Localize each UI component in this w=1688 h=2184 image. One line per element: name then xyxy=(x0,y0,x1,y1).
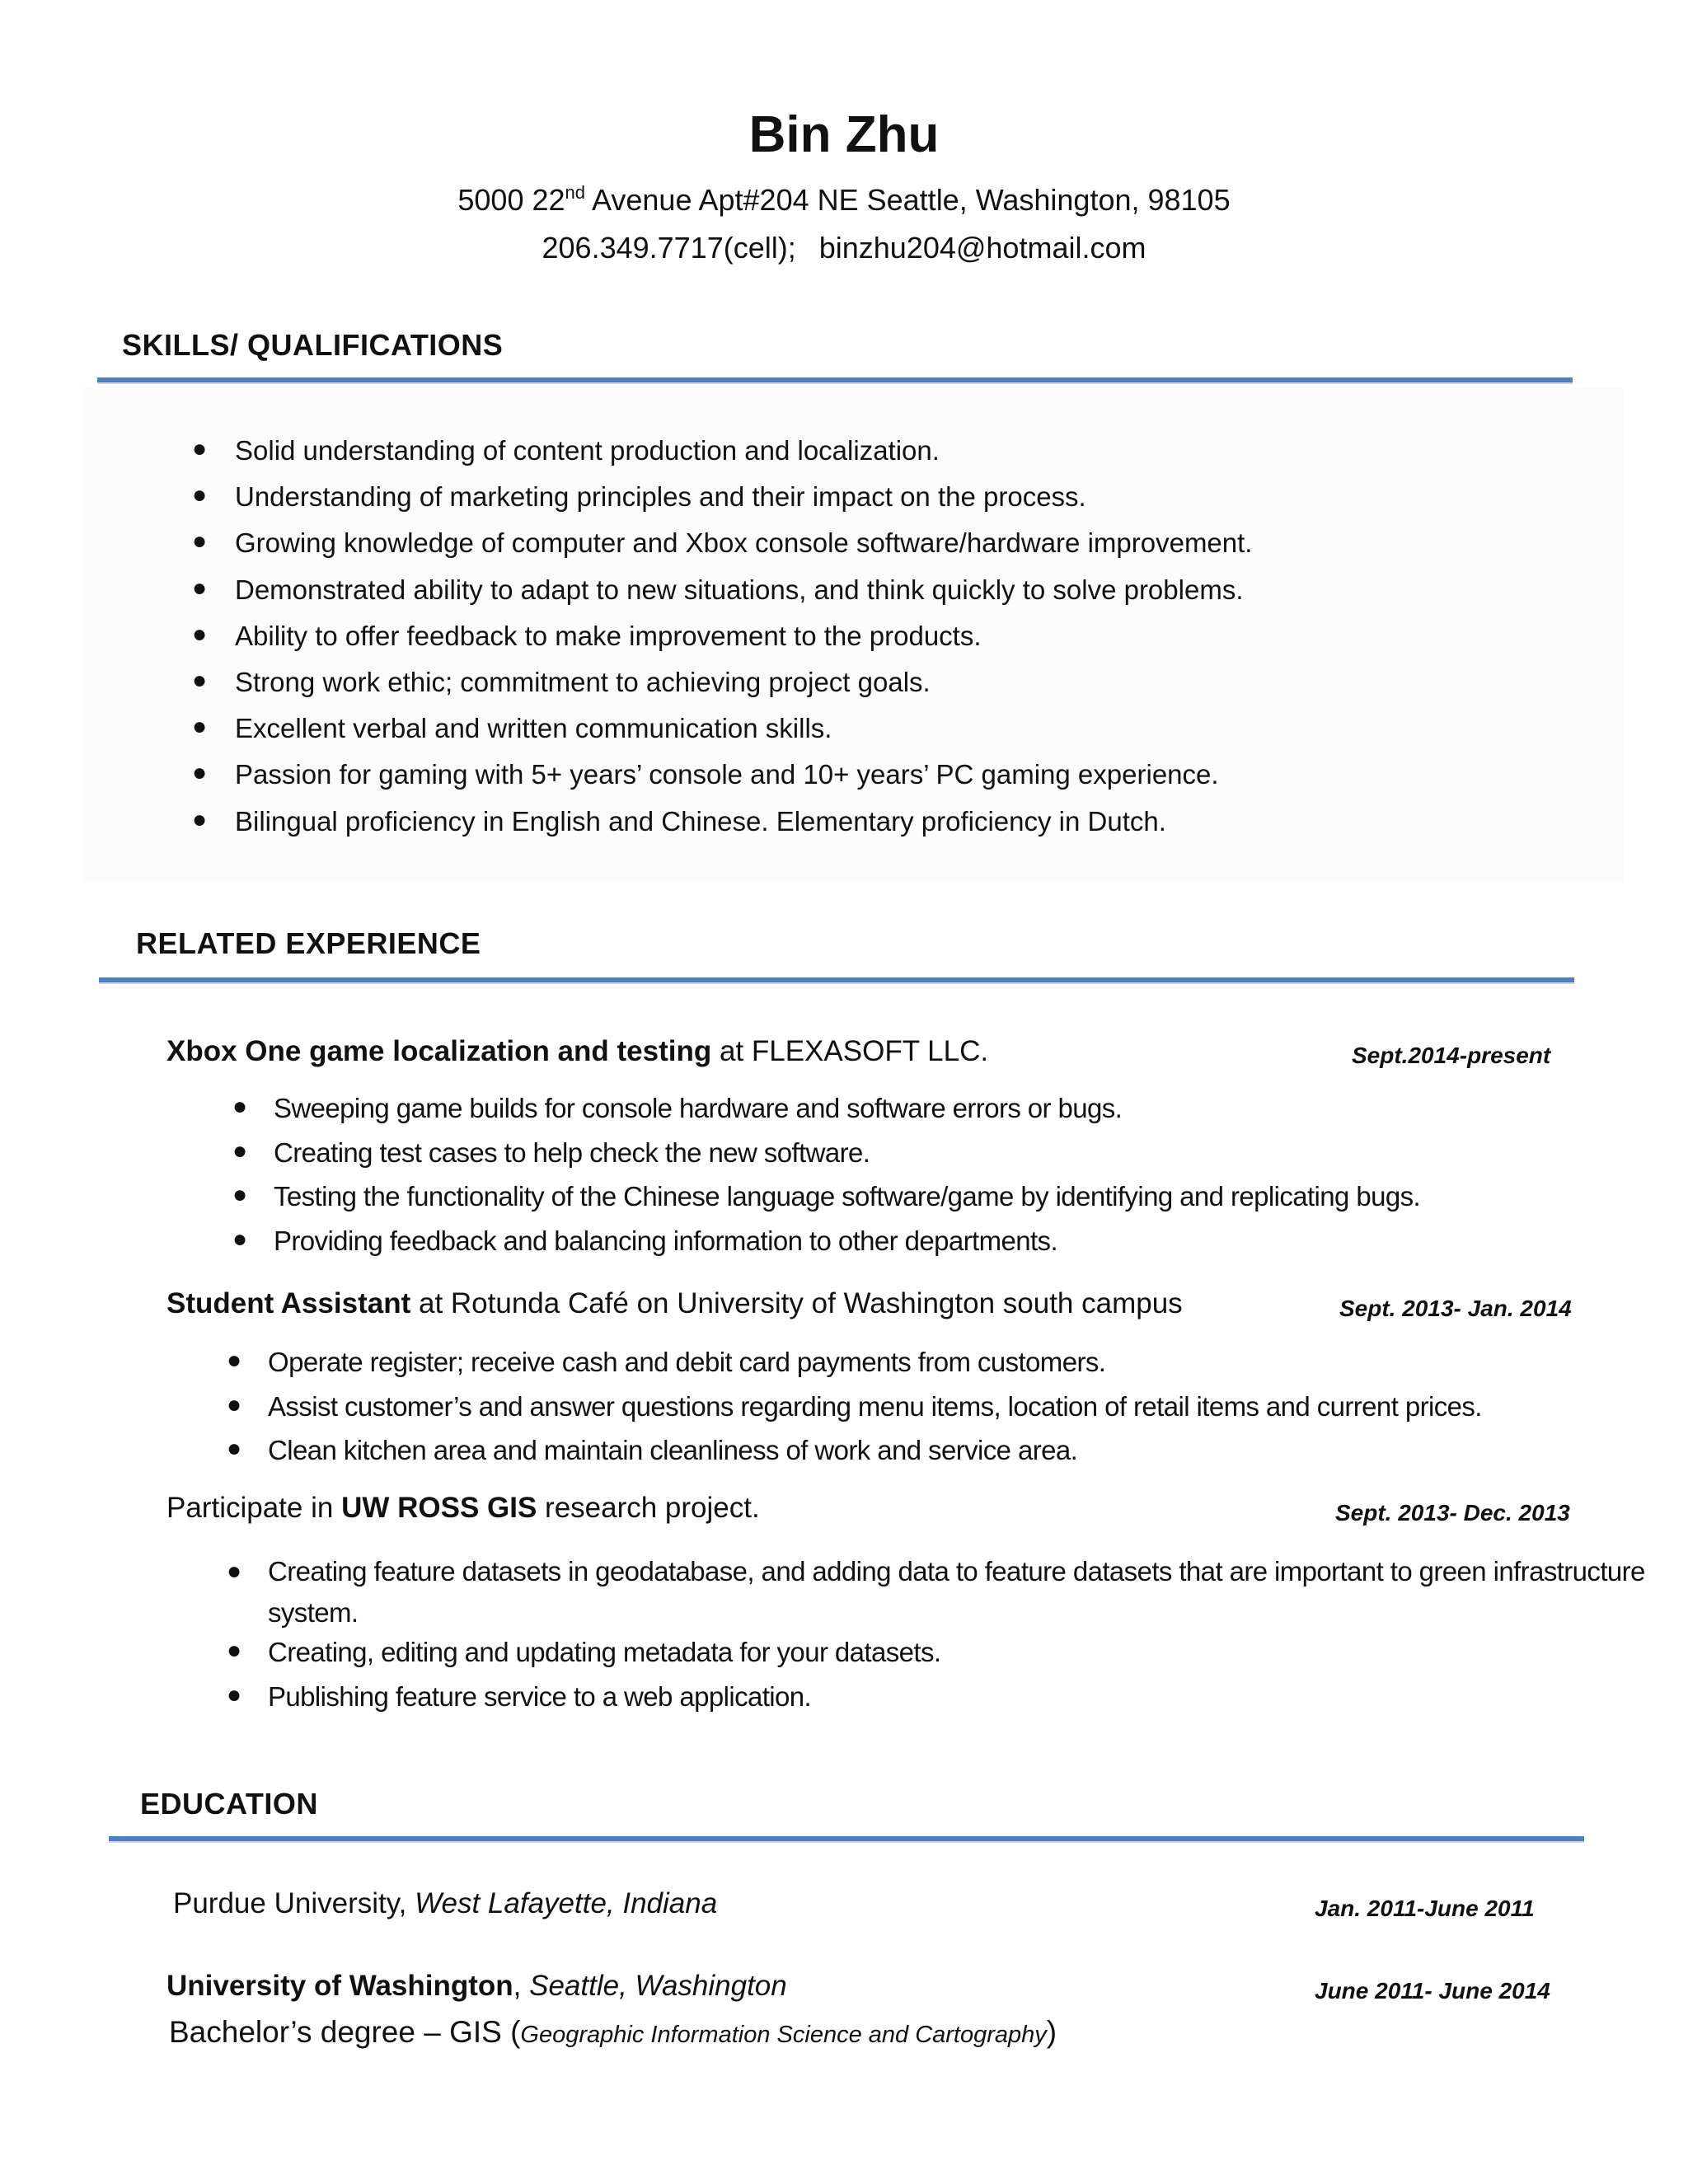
address-street: Avenue Apt#204 NE Seattle, Washington, 98105 xyxy=(585,183,1231,217)
bullet-icon: ● xyxy=(227,1390,241,1418)
bullet-icon: ● xyxy=(227,1558,241,1585)
skill-item: ● Bilingual proficiency in English and Chinese. Elementary proficiency in Dutch. xyxy=(192,805,1166,837)
address-ordinal: nd xyxy=(565,182,586,203)
bullet-icon: ● xyxy=(192,620,208,648)
school-date-purdue: Jan. 2011-June 2011 xyxy=(1315,1896,1535,1921)
skill-item: ● Ability to offer feedback to make improvement to the products. xyxy=(192,620,982,651)
bullet-icon: ● xyxy=(192,527,208,555)
job-title-ross-gis: Participate in UW ROSS GIS research project. xyxy=(166,1492,760,1524)
email: binzhu204@hotmail.com xyxy=(818,231,1146,265)
candidate-name: Bin Zhu xyxy=(748,106,940,163)
bullet-icon: ● xyxy=(192,481,208,509)
address-number: 5000 22 xyxy=(457,183,565,217)
duty-item: ● Providing feedback and balancing information to other departments. xyxy=(232,1225,1058,1256)
job-date-flexasoft: Sept.2014-present xyxy=(1352,1043,1551,1068)
duty-item: ● Operate register; receive cash and debit card payments from customers. xyxy=(227,1347,1106,1377)
job-title-rotunda: Student Assistant at Rotunda Café on University of Washington south campus xyxy=(166,1287,1183,1319)
bullet-icon: ● xyxy=(232,1137,247,1165)
bullet-icon: ● xyxy=(227,1680,241,1708)
school-date-uw: June 2011- June 2014 xyxy=(1315,1978,1550,2004)
bullet-icon: ● xyxy=(192,574,208,602)
skill-item: ● Demonstrated ability to adapt to new situations, and think quickly to solve problems. xyxy=(192,574,1244,605)
education-divider xyxy=(109,1836,1584,1843)
bullet-icon: ● xyxy=(227,1435,241,1462)
duty-item: ● Sweeping game builds for console hardware and software errors or bugs. xyxy=(232,1093,1123,1123)
bullet-icon: ● xyxy=(232,1181,247,1208)
skill-item: ● Excellent verbal and written communication skills. xyxy=(192,713,832,744)
contact-line xyxy=(0,231,1688,265)
job-duties-flexasoft xyxy=(232,1093,1421,1269)
bullet-icon: ● xyxy=(192,666,208,694)
skill-item: ● Solid understanding of content production and localization. xyxy=(192,435,940,466)
skills-list xyxy=(192,435,1253,852)
bullet-icon: ● xyxy=(192,435,208,462)
job-title-flexasoft: Xbox One game localization and testing at FLEXASOFT LLC. xyxy=(166,1035,989,1067)
degree: Bachelor’s degree – GIS (Geographic Information Science and Cartography) xyxy=(169,2015,1057,2049)
address xyxy=(0,183,1688,218)
education-section-title: EDUCATION xyxy=(140,1787,318,1821)
bullet-icon: ● xyxy=(227,1637,241,1664)
phone: 206.349.7717(cell); xyxy=(542,231,796,265)
bullet-icon: ● xyxy=(192,713,208,741)
bullet-icon: ● xyxy=(192,805,208,833)
duty-item: ● Clean kitchen area and maintain cleanliness of work and service area. xyxy=(227,1435,1078,1465)
skill-item: ● Passion for gaming with 5+ years’ console and 10+ years’ PC gaming experience. xyxy=(192,759,1219,790)
bullet-icon: ● xyxy=(192,759,208,787)
duty-item: ● Assist customer’s and answer questions regarding menu items, location of retail items and current prices. xyxy=(227,1390,1482,1422)
bullet-icon: ● xyxy=(227,1347,241,1374)
skills-section-title: SKILLS/ QUALIFICATIONS xyxy=(122,328,504,362)
experience-section-title: RELATED EXPERIENCE xyxy=(136,926,481,960)
duty-item: ● Creating test cases to help check the new software. xyxy=(232,1137,870,1168)
skill-item: ● Strong work ethic; commitment to achieving project goals. xyxy=(192,666,931,697)
school-uw: University of Washington, Seattle, Washington xyxy=(166,1970,787,2002)
job-duties-rotunda xyxy=(227,1347,1482,1479)
job-duties-ross-gis xyxy=(227,1551,1686,1725)
bullet-icon: ● xyxy=(232,1225,247,1253)
duty-item: ● Creating, editing and updating metadata for your datasets. xyxy=(227,1637,941,1667)
duty-item: ● Creating feature datasets in geodatabase, and adding data to feature datasets that are important to green infrastructure system. xyxy=(268,1551,1686,1633)
experience-divider xyxy=(99,977,1574,984)
skill-item: ● Understanding of marketing principles and their impact on the process. xyxy=(192,481,1086,513)
job-date-ross-gis: Sept. 2013- Dec. 2013 xyxy=(1335,1500,1570,1526)
duty-item: ● Publishing feature service to a web application. xyxy=(227,1680,812,1712)
skills-divider xyxy=(97,377,1573,384)
duty-item: ● Testing the functionality of the Chinese language software/game by identifying and replicating bugs. xyxy=(232,1181,1421,1212)
skill-item: ● Growing knowledge of computer and Xbox console software/hardware improvement. xyxy=(192,527,1253,559)
bullet-icon: ● xyxy=(232,1093,247,1120)
school-purdue: Purdue University, West Lafayette, Indiana xyxy=(173,1887,718,1919)
job-date-rotunda: Sept. 2013- Jan. 2014 xyxy=(1339,1296,1572,1321)
